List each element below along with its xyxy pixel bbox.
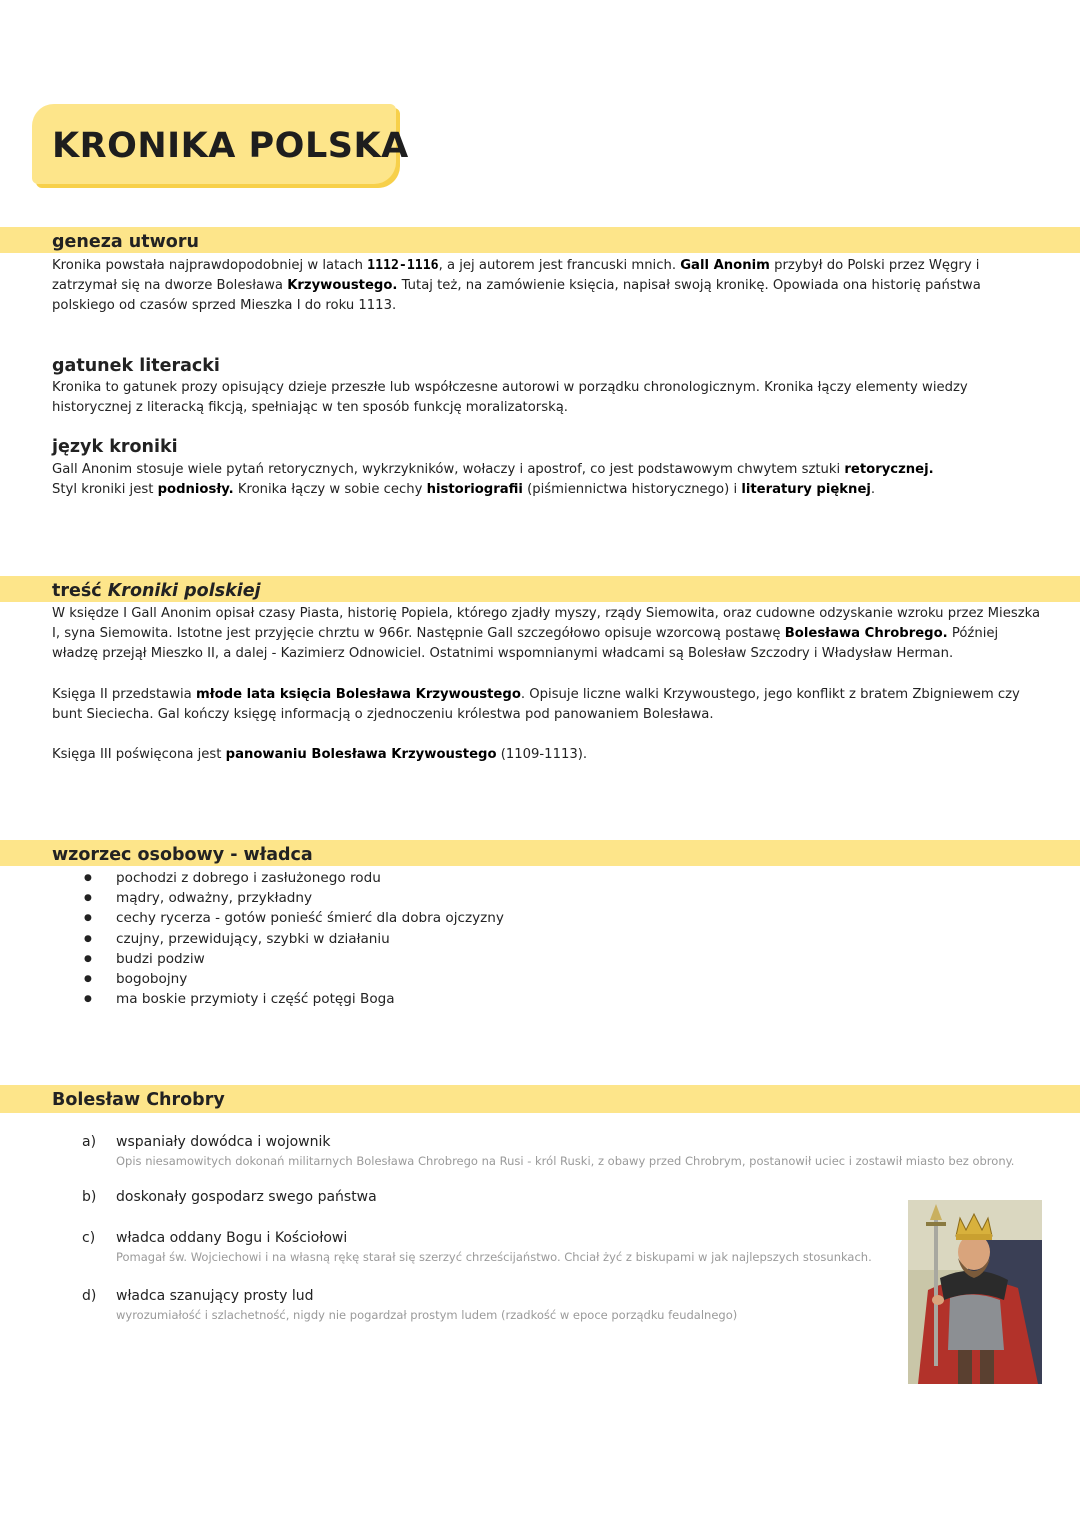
item-letter: b) <box>82 1189 97 1205</box>
paragraph-geneza: Kronika powstała najprawdopodobniej w latach 1112-1116, a jej autorem jest francuski mnich. Gall Anonim przybył do Polski przez Węgry i zatrzymał się na dworze Bolesława Krzywoustego. Tutaj też, na zamówienie księcia, napisał swoją kronikę. Opowiada ona historię państwa polskiego od czasów sprzed Mieszka I do roku 1113. <box>52 258 981 314</box>
item-letter: d) <box>82 1288 97 1304</box>
list-item: ● cechy rycerza - gotów ponieść śmierć dla dobra ojczyzny <box>80 908 504 928</box>
list-item: ● pochodzi z dobrego i zasłużonego rodu <box>80 868 504 888</box>
paragraph-tresc-ksiega-1: W księdze I Gall Anonim opisał czasy Piasta, historię Popiela, którego zjadły myszy, rządy Siemowita, oraz cudowne odzyskanie wzroku przez Mieszka I, syna Siemowita. Istotne jest przyjęcie chrztu w 966r. Następnie Gall szczegółowo opisuje wzorcową postawę Bolesława Chrobrego. Później władzę przejął Mieszko II, a dalej - Kazimierz Odnowiciel. Ostatnimi wspomnianymi władcami są Bolesław Szczodry i Władysław Herman. <box>52 606 1041 662</box>
list-item: ● bogobojny <box>80 969 504 989</box>
king-portrait-image <box>908 1200 1042 1384</box>
wzorzec-list <box>80 868 504 1009</box>
item-letter: a) <box>82 1134 97 1150</box>
item-description: Pomagał św. Wojciechowi i na własną rękę starał się szerzyć chrześcijaństwo. Chciał żyć z biskupami w jak najlepszych stosunkach. <box>116 1250 872 1264</box>
heading-gatunek: gatunek literacki <box>52 356 220 376</box>
paragraph-tresc-ksiega-3: Księga III poświęcona jest panowaniu Bolesława Krzywoustego (1109-1113). <box>52 747 588 762</box>
list-item: ● budzi podziw <box>80 949 504 969</box>
list-item: ● mądry, odważny, przykładny <box>80 888 504 908</box>
heading-jezyk: język kroniki <box>52 437 178 457</box>
item-title: władca szanujący prosty lud <box>116 1288 314 1304</box>
list-item: ● czujny, przewidujący, szybki w działaniu <box>80 929 504 949</box>
list-item: ● ma boskie przymioty i część potęgi Boga <box>80 989 504 1009</box>
heading-chrobry: Bolesław Chrobry <box>52 1090 225 1110</box>
item-title: wspaniały dowódca i wojownik <box>116 1134 331 1150</box>
paragraph-tresc-ksiega-2: Księga II przedstawia młode lata księcia Bolesława Krzywoustego. Opisuje liczne walki Krzywoustego, jego konflikt z bratem Zbigniewem czy bunt Sieciecha. Gal kończy księgę informacją o zjednoczeniu królestwa pod panowaniem Bolesława. <box>52 687 1020 723</box>
item-letter: c) <box>82 1230 96 1246</box>
heading-tresc: treść Kroniki polskiej <box>52 581 261 601</box>
paragraph-jezyk: Gall Anonim stosuje wiele pytań retorycznych, wykrzykników, wołaczy i apostrof, co jest podstawowym chwytem sztuki retorycznej. Styl kroniki jest podniosły. Kronika łączy w sobie cechy historiografii (piśmiennictwa historycznego) i literatury pięknej. <box>52 462 934 498</box>
item-description: Opis niesamowitych dokonań militarnych Bolesława Chrobrego na Rusi - król Ruski, z obawy przed Chrobrym, postanowił uciec i zostawił miasto bez obrony. <box>116 1154 1015 1168</box>
item-description: wyrozumiałość i szlachetność, nigdy nie pogardzał prostym ludem (rzadkość w epoce porządku feudalnego) <box>116 1308 738 1322</box>
page-title: KRONIKA POLSKA <box>52 126 409 166</box>
heading-geneza: geneza utworu <box>52 232 199 252</box>
item-title: doskonały gospodarz swego państwa <box>116 1189 377 1205</box>
item-title: władca oddany Bogu i Kościołowi <box>116 1230 348 1246</box>
heading-wzorzec: wzorzec osobowy - władca <box>52 845 313 865</box>
paragraph-gatunek: Kronika to gatunek prozy opisujący dzieje przeszłe lub współczesne autorowi w porządku chronologicznym. Kronika łączy elementy wiedzy historycznej z literacką fikcją, spełniając w ten sposób funkcję moralizatorską. <box>52 380 968 416</box>
